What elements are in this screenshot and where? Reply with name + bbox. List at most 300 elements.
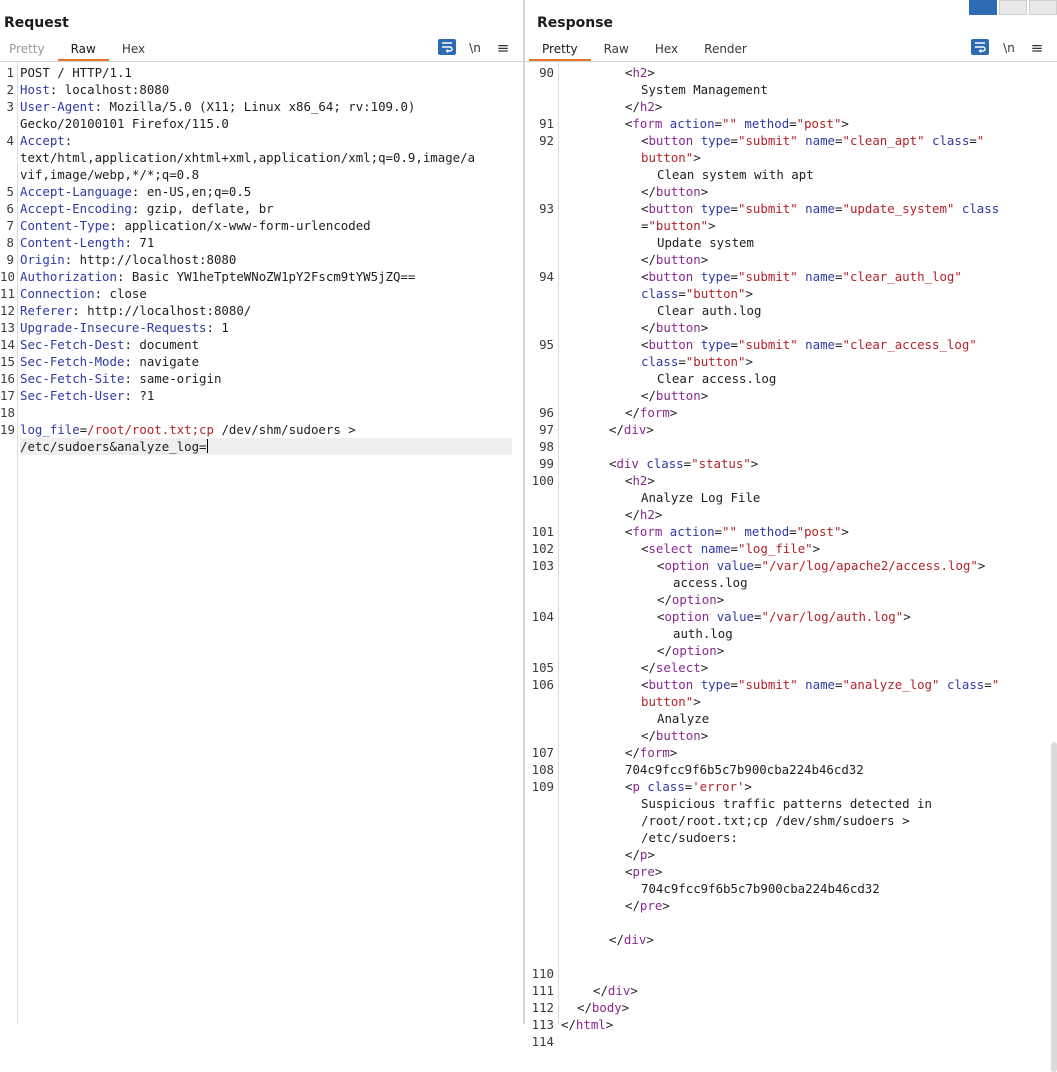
code-token: h2 [639, 507, 655, 522]
code-token: </ [625, 745, 640, 760]
code-token: Clean system with apt [657, 167, 814, 182]
word-wrap-button[interactable] [971, 39, 989, 55]
code-line [525, 149, 1057, 166]
code-line [525, 608, 1057, 625]
code-line [0, 268, 523, 285]
code-line [0, 115, 523, 132]
text-caret [207, 439, 208, 453]
code-token: form [632, 116, 663, 131]
code-text [20, 166, 199, 183]
code-token: "post" [796, 116, 842, 131]
code-token: "clear_auth_log" [842, 269, 962, 284]
code-token: class [946, 677, 985, 692]
code-token: "button" [685, 354, 746, 369]
code-token: : application/x-www-form-urlencoded [109, 218, 371, 233]
code-text [20, 115, 229, 132]
code-token: pre [632, 864, 655, 879]
code-token: method [744, 116, 790, 131]
response-title: Response [537, 15, 614, 31]
code-line [525, 1016, 1057, 1033]
menu-icon[interactable]: ≡ [496, 39, 510, 57]
code-token: "status" [691, 456, 751, 471]
line-number: 13 [0, 320, 15, 335]
code-token: name [805, 269, 836, 284]
code-text [657, 302, 761, 319]
code-token: < [625, 524, 633, 539]
code-token: "submit" [738, 677, 798, 692]
code-line [525, 285, 1057, 302]
tab-raw[interactable]: Raw [58, 40, 109, 61]
code-token: > [646, 422, 654, 437]
code-line [525, 217, 1057, 234]
code-text [641, 727, 708, 744]
code-line [525, 115, 1057, 132]
code-token: "submit" [738, 269, 798, 284]
code-text [20, 81, 169, 98]
tab-render[interactable]: Render [704, 42, 747, 56]
code-text [20, 285, 147, 302]
request-title: Request [4, 15, 69, 31]
code-token: > [750, 456, 759, 471]
line-number: 99 [539, 456, 554, 471]
code-text [657, 608, 911, 625]
code-token: div [607, 983, 631, 998]
tab-pretty[interactable]: Pretty [9, 42, 45, 56]
code-text [20, 183, 251, 200]
code-text [641, 812, 910, 829]
code-token: option [671, 592, 717, 607]
code-line [525, 761, 1057, 778]
code-token: class [961, 201, 1000, 216]
code-token: value [716, 558, 755, 573]
code-token: < [609, 456, 617, 471]
code-token: : close [94, 286, 147, 301]
code-token: </ [625, 507, 640, 522]
code-text [20, 64, 132, 81]
code-line [0, 336, 523, 353]
code-token: Accept-Language [20, 184, 132, 199]
code-token: = [730, 201, 739, 216]
code-line [525, 846, 1057, 863]
code-line [525, 591, 1057, 608]
code-line [0, 353, 523, 370]
code-text [20, 302, 251, 319]
code-token: button [648, 337, 694, 352]
code-token: > [693, 150, 701, 165]
code-token: div [616, 456, 639, 471]
code-line [525, 897, 1057, 914]
code-token [662, 116, 669, 131]
tab-pretty[interactable]: Pretty [529, 40, 591, 61]
code-line [525, 642, 1057, 659]
code-line [525, 166, 1057, 183]
code-token: > [646, 932, 654, 947]
tab-hex[interactable]: Hex [654, 42, 679, 56]
show-newlines-button[interactable]: \n [1003, 41, 1015, 55]
code-text [625, 64, 655, 81]
code-text [657, 234, 754, 251]
code-line [0, 200, 523, 217]
code-token: POST / HTTP/1.1 [20, 65, 132, 80]
code-text [641, 659, 708, 676]
code-line [525, 931, 1057, 948]
code-text [657, 370, 776, 387]
code-text [625, 115, 849, 132]
code-token: > [630, 983, 638, 998]
line-number: 12 [0, 303, 15, 318]
code-token: button [655, 728, 701, 743]
line-number: 3 [6, 99, 14, 114]
code-token: > [647, 847, 655, 862]
line-number: 95 [539, 337, 554, 352]
code-token: div [623, 422, 647, 437]
code-token: = [730, 269, 739, 284]
code-token: User-Agent [20, 99, 95, 114]
code-text [20, 268, 415, 285]
code-token: = [730, 337, 739, 352]
code-token: name [805, 337, 836, 352]
code-token: < [641, 677, 649, 692]
line-number: 100 [531, 473, 554, 488]
code-text [20, 251, 236, 268]
code-text [625, 846, 655, 863]
code-text [641, 540, 820, 557]
code-token: : document [124, 337, 200, 352]
code-token: < [625, 473, 633, 488]
line-number: 107 [531, 745, 554, 760]
code-token: form [639, 745, 670, 760]
menu-icon[interactable]: ≡ [1030, 39, 1044, 57]
code-line [0, 404, 523, 421]
code-text [20, 319, 229, 336]
code-token: </ [641, 184, 656, 199]
code-line [0, 183, 523, 200]
code-token: : [64, 133, 73, 148]
code-line [525, 438, 1057, 455]
code-line [0, 302, 523, 319]
code-token: </ [593, 983, 608, 998]
code-token: name [805, 201, 836, 216]
code-token: "log_file" [738, 541, 813, 556]
code-token: </ [625, 898, 640, 913]
code-token [954, 201, 961, 216]
code-token: "button" [685, 286, 746, 301]
line-number: 18 [0, 405, 15, 420]
code-token: type [700, 677, 731, 692]
code-text [609, 455, 758, 472]
code-text [657, 557, 985, 574]
code-text [657, 166, 814, 183]
code-line [525, 557, 1057, 574]
word-wrap-button[interactable] [438, 39, 456, 55]
code-line [0, 98, 523, 115]
code-token: Analyze Log File [641, 490, 761, 505]
code-token: value [716, 609, 755, 624]
code-line [0, 64, 523, 81]
code-token: Clear auth.log [657, 303, 762, 318]
line-number: 109 [531, 779, 554, 794]
code-token: /dev/shm/sudoers > [213, 422, 356, 437]
code-line [525, 183, 1057, 200]
code-token: > [841, 524, 849, 539]
code-text [20, 234, 154, 251]
code-token: div [623, 932, 647, 947]
code-line [525, 948, 1057, 965]
code-line [0, 81, 523, 98]
request-pane [0, 0, 523, 1024]
code-line [525, 455, 1057, 472]
word-wrap-icon [974, 42, 986, 52]
code-text [625, 472, 655, 489]
code-line [0, 319, 523, 336]
code-token: Accept [20, 133, 65, 148]
code-token [693, 677, 700, 692]
code-token: type [700, 133, 731, 148]
code-line [525, 81, 1057, 98]
layout-top-bottom-button[interactable] [999, 0, 1027, 15]
code-text [20, 336, 199, 353]
code-token: class [647, 779, 685, 794]
tab-raw[interactable]: Raw [603, 42, 629, 56]
code-token: : http://localhost:8080 [64, 252, 237, 267]
line-number: 7 [6, 218, 14, 233]
code-text [20, 132, 72, 149]
code-token: </ [657, 592, 672, 607]
code-token: > [647, 65, 655, 80]
code-token: button [655, 252, 701, 267]
code-token: " [991, 677, 1000, 692]
line-number: 90 [539, 65, 554, 80]
code-token [693, 541, 700, 556]
line-number: 108 [531, 762, 554, 777]
code-token: </ [641, 660, 656, 675]
code-text [625, 761, 864, 778]
code-line [525, 693, 1057, 710]
code-token: : localhost:8080 [49, 82, 170, 97]
code-line [525, 200, 1057, 217]
code-token: : 71 [124, 235, 155, 250]
code-token: "/var/log/apache2/access.log" [761, 558, 978, 573]
code-token: "" [722, 524, 737, 539]
line-number: 106 [531, 677, 554, 692]
code-text [609, 931, 654, 948]
code-token: < [641, 337, 649, 352]
code-token: Sec-Fetch-User [20, 388, 125, 403]
code-line [0, 132, 523, 149]
code-line [525, 489, 1057, 506]
code-token: button" [641, 150, 694, 165]
code-token: Analyze [657, 711, 710, 726]
code-line [525, 98, 1057, 115]
line-number: 98 [539, 439, 554, 454]
code-token: < [625, 779, 633, 794]
line-number: 111 [531, 983, 554, 998]
code-token: action [669, 116, 715, 131]
code-token: < [625, 116, 633, 131]
code-text [625, 744, 677, 761]
code-token: type [700, 269, 731, 284]
code-token: type [700, 337, 731, 352]
line-number: 19 [0, 422, 15, 437]
code-text [20, 370, 221, 387]
code-line [525, 353, 1057, 370]
code-text [641, 353, 753, 370]
code-token: > [700, 728, 709, 743]
code-text [625, 404, 677, 421]
code-line [525, 727, 1057, 744]
code-token: > [700, 388, 709, 403]
code-line [525, 659, 1057, 676]
code-token: "clear_access_log" [842, 337, 977, 352]
code-token: = [684, 779, 693, 794]
code-token: < [657, 609, 665, 624]
code-token: = [754, 609, 762, 624]
code-token: </ [625, 847, 640, 862]
tab-hex[interactable]: Hex [121, 42, 146, 56]
code-token: > [654, 864, 663, 879]
code-text [20, 200, 274, 217]
code-token: : http://localhost:8080/ [72, 303, 252, 318]
code-line [525, 880, 1057, 897]
code-text [641, 693, 701, 710]
code-line [525, 1033, 1057, 1050]
code-token: "submit" [738, 201, 798, 216]
code-text [641, 676, 999, 693]
code-token: </ [641, 388, 656, 403]
code-line [525, 540, 1057, 557]
line-number: 5 [6, 184, 14, 199]
line-number: 16 [0, 371, 15, 386]
code-token: = [714, 116, 723, 131]
code-token: pre [639, 898, 663, 913]
code-token: > [621, 1000, 630, 1015]
code-token: "submit" [738, 337, 798, 352]
code-token: access.log [673, 575, 748, 590]
code-token: h2 [639, 99, 655, 114]
code-token: = [754, 558, 762, 573]
code-token: Sec-Fetch-Dest [20, 337, 125, 352]
code-token: class [641, 286, 679, 301]
code-line [525, 812, 1057, 829]
code-token: "clean_apt" [842, 133, 925, 148]
code-token: 704c9fcc9f6b5c7b900cba224b46cd32 [625, 762, 864, 777]
code-token: </ [641, 252, 656, 267]
code-token: "submit" [738, 133, 798, 148]
code-line [0, 149, 523, 166]
line-number: 110 [531, 966, 554, 981]
code-text [641, 489, 760, 506]
code-token: = [835, 677, 843, 692]
code-token: h2 [632, 65, 648, 80]
code-token: type [700, 201, 731, 216]
code-token: = [835, 337, 843, 352]
code-token: "analyze_log" [842, 677, 940, 692]
code-token: > [812, 541, 821, 556]
request-tabs [0, 40, 158, 61]
code-token: = [730, 677, 739, 692]
code-token: > [700, 660, 709, 675]
line-number: 14 [0, 337, 15, 352]
response-pane [525, 0, 1057, 1049]
line-number: 1 [6, 65, 14, 80]
code-line [525, 268, 1057, 285]
code-token: > [745, 286, 753, 301]
code-token: " [976, 133, 985, 148]
code-text [625, 98, 662, 115]
code-token: p [632, 779, 640, 794]
code-token: Referer [20, 303, 73, 318]
line-number: 114 [531, 1034, 554, 1049]
code-text [641, 829, 738, 846]
code-line [525, 744, 1057, 761]
response-editor[interactable] [525, 62, 1057, 1049]
code-token: > [700, 252, 709, 267]
code-line [0, 251, 523, 268]
code-token: html [575, 1017, 606, 1032]
code-token: "post" [796, 524, 842, 539]
code-line [525, 914, 1057, 931]
code-token: button [648, 269, 694, 284]
code-text [577, 999, 629, 1016]
show-newlines-button[interactable]: \n [469, 41, 481, 55]
code-line [525, 999, 1057, 1016]
code-token [925, 133, 932, 148]
code-text [625, 523, 849, 540]
line-number: 93 [539, 201, 554, 216]
line-number: 103 [531, 558, 554, 573]
code-token: 704c9fcc9f6b5c7b900cba224b46cd32 [641, 881, 880, 896]
code-text [609, 421, 654, 438]
code-token: text/html,application/xhtml+xml,application/xml;q=0.9,image/a [20, 150, 476, 165]
code-line [525, 370, 1057, 387]
code-token: Content-Type [20, 218, 110, 233]
code-token: > [605, 1017, 614, 1032]
code-token: > [903, 609, 911, 624]
code-token: button [648, 201, 694, 216]
line-number: 112 [531, 1000, 554, 1015]
code-text [641, 183, 708, 200]
code-line [525, 523, 1057, 540]
code-text [641, 200, 999, 217]
code-token: < [641, 133, 649, 148]
layout-tabs-button[interactable] [1029, 0, 1057, 15]
code-text [673, 625, 733, 642]
code-token: body [591, 1000, 622, 1015]
code-text [641, 268, 962, 285]
line-number: 15 [0, 354, 15, 369]
code-line [525, 421, 1057, 438]
code-line [525, 234, 1057, 251]
code-text [641, 132, 984, 149]
code-text [20, 217, 371, 234]
line-number: 94 [539, 269, 554, 284]
code-token: : navigate [124, 354, 200, 369]
line-number: 4 [6, 133, 14, 148]
code-token: </ [577, 1000, 592, 1015]
code-token: </ [609, 422, 624, 437]
code-line [525, 302, 1057, 319]
code-token [662, 524, 669, 539]
code-token: < [641, 541, 649, 556]
code-token: button [648, 677, 694, 692]
code-token: < [641, 201, 649, 216]
request-editor[interactable] [0, 62, 523, 1024]
code-text [625, 506, 662, 523]
code-token: /root/root.txt;cp [87, 422, 214, 437]
code-token: Connection [20, 286, 95, 301]
code-text [641, 285, 753, 302]
layout-side-by-side-button[interactable] [969, 0, 997, 15]
